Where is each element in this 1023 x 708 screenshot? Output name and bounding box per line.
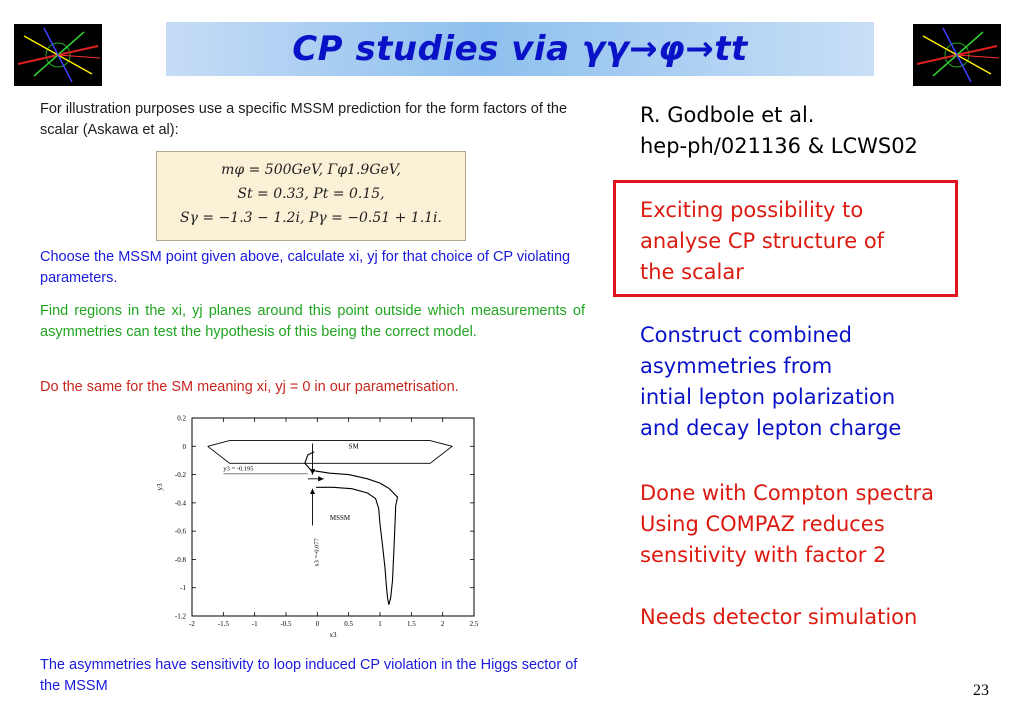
reference-line: hep-ph/021136 & LCWS02	[640, 134, 918, 158]
x-tick-label: 0	[315, 620, 320, 628]
mssm-region-contour	[305, 452, 398, 605]
red-paragraph: Do the same for the SM meaning xi, yj = 0 in our parametrisation.	[40, 379, 459, 395]
title-bar	[166, 22, 874, 76]
y-tick-label: -1	[180, 584, 186, 593]
red-line	[640, 571, 934, 602]
bottom-paragraph: The asymmetries have sensitivity to loop induced CP violation in the Higgs sector of the MSSM	[40, 657, 578, 694]
x-tick-label: -1.5	[217, 620, 229, 628]
reference-line: R. Godbole et al.	[640, 103, 815, 127]
x3-annotation: x3 =-0.077	[313, 538, 321, 567]
red-line: sensitivity with factor 2	[640, 543, 887, 567]
blue-paragraph: Choose the MSSM point given above, calculate xi, yj for that choice of CP violating parameters.	[40, 249, 571, 286]
y-tick-label: -0.8	[174, 555, 186, 564]
highlight-line: analyse CP structure of	[640, 229, 885, 253]
x-tick-label: -0.5	[280, 620, 292, 628]
intro-text: For illustration purposes use a specific MSSM prediction for the form factors of the scalar (Askawa et al):	[40, 101, 568, 138]
y-axis-label: y3	[156, 483, 164, 491]
y-tick-label: -0.2	[174, 471, 186, 480]
x-tick-label: -2	[189, 620, 195, 628]
formula-box	[156, 151, 466, 241]
page-number: 23	[973, 682, 989, 699]
asymmetry-plot	[150, 408, 490, 648]
red-line: Done with Compton spectra	[640, 481, 934, 505]
x-tick-label: 2.5	[469, 620, 479, 628]
y-tick-label: 0	[182, 442, 186, 451]
blue-line: and decay lepton charge	[640, 416, 902, 440]
y-tick-label: -1.2	[174, 612, 186, 621]
y3-annotation: y3 = -0.195	[223, 465, 254, 473]
x-axis-label: x3	[329, 631, 337, 639]
y-tick-label: -0.4	[174, 499, 186, 508]
formula-line: St = 0.33, Pt = 0.15,	[237, 186, 385, 202]
x-tick-label: 1	[378, 620, 382, 628]
red-block	[640, 478, 934, 633]
highlight-block	[640, 195, 884, 288]
mssm-label: MSSM	[329, 513, 351, 522]
x-tick-label: 2	[440, 620, 445, 628]
sm-label: SM	[348, 442, 359, 451]
highlight-line: the scalar	[640, 260, 744, 284]
event-display-logo-right	[913, 24, 1001, 86]
x-tick-label: 1.5	[406, 620, 416, 628]
formula-line: mφ = 500GeV, Γφ1.9GeV,	[221, 162, 401, 178]
highlight-line: Exciting possibility to	[640, 198, 864, 222]
reference-block	[640, 100, 918, 162]
x-tick-label: 0.5	[344, 620, 354, 628]
slide-title: CP studies via γγ→φ→tt	[292, 29, 748, 69]
sm-region-contour	[208, 441, 452, 464]
y-tick-label: 0.2	[177, 414, 186, 423]
blue-line: asymmetries from	[640, 354, 833, 378]
red-line: Using COMPAZ reduces	[640, 512, 885, 536]
x-tick-label: -1	[251, 620, 258, 628]
green-paragraph: Find regions in the xi, yj planes around this point outside which measurements of asymmetries can test the hypothesis of this being the correct model.	[40, 303, 585, 340]
blue-line: Construct combined	[640, 323, 852, 347]
blue-line: intial lepton polarization	[640, 385, 896, 409]
y-tick-label: -0.6	[174, 527, 186, 536]
event-display-logo-left	[14, 24, 102, 86]
formula-line: Sγ = −1.3 − 1.2i, Pγ = −0.51 + 1.1i.	[179, 210, 442, 226]
red-line: Needs detector simulation	[640, 605, 918, 629]
blue-block	[640, 320, 901, 444]
